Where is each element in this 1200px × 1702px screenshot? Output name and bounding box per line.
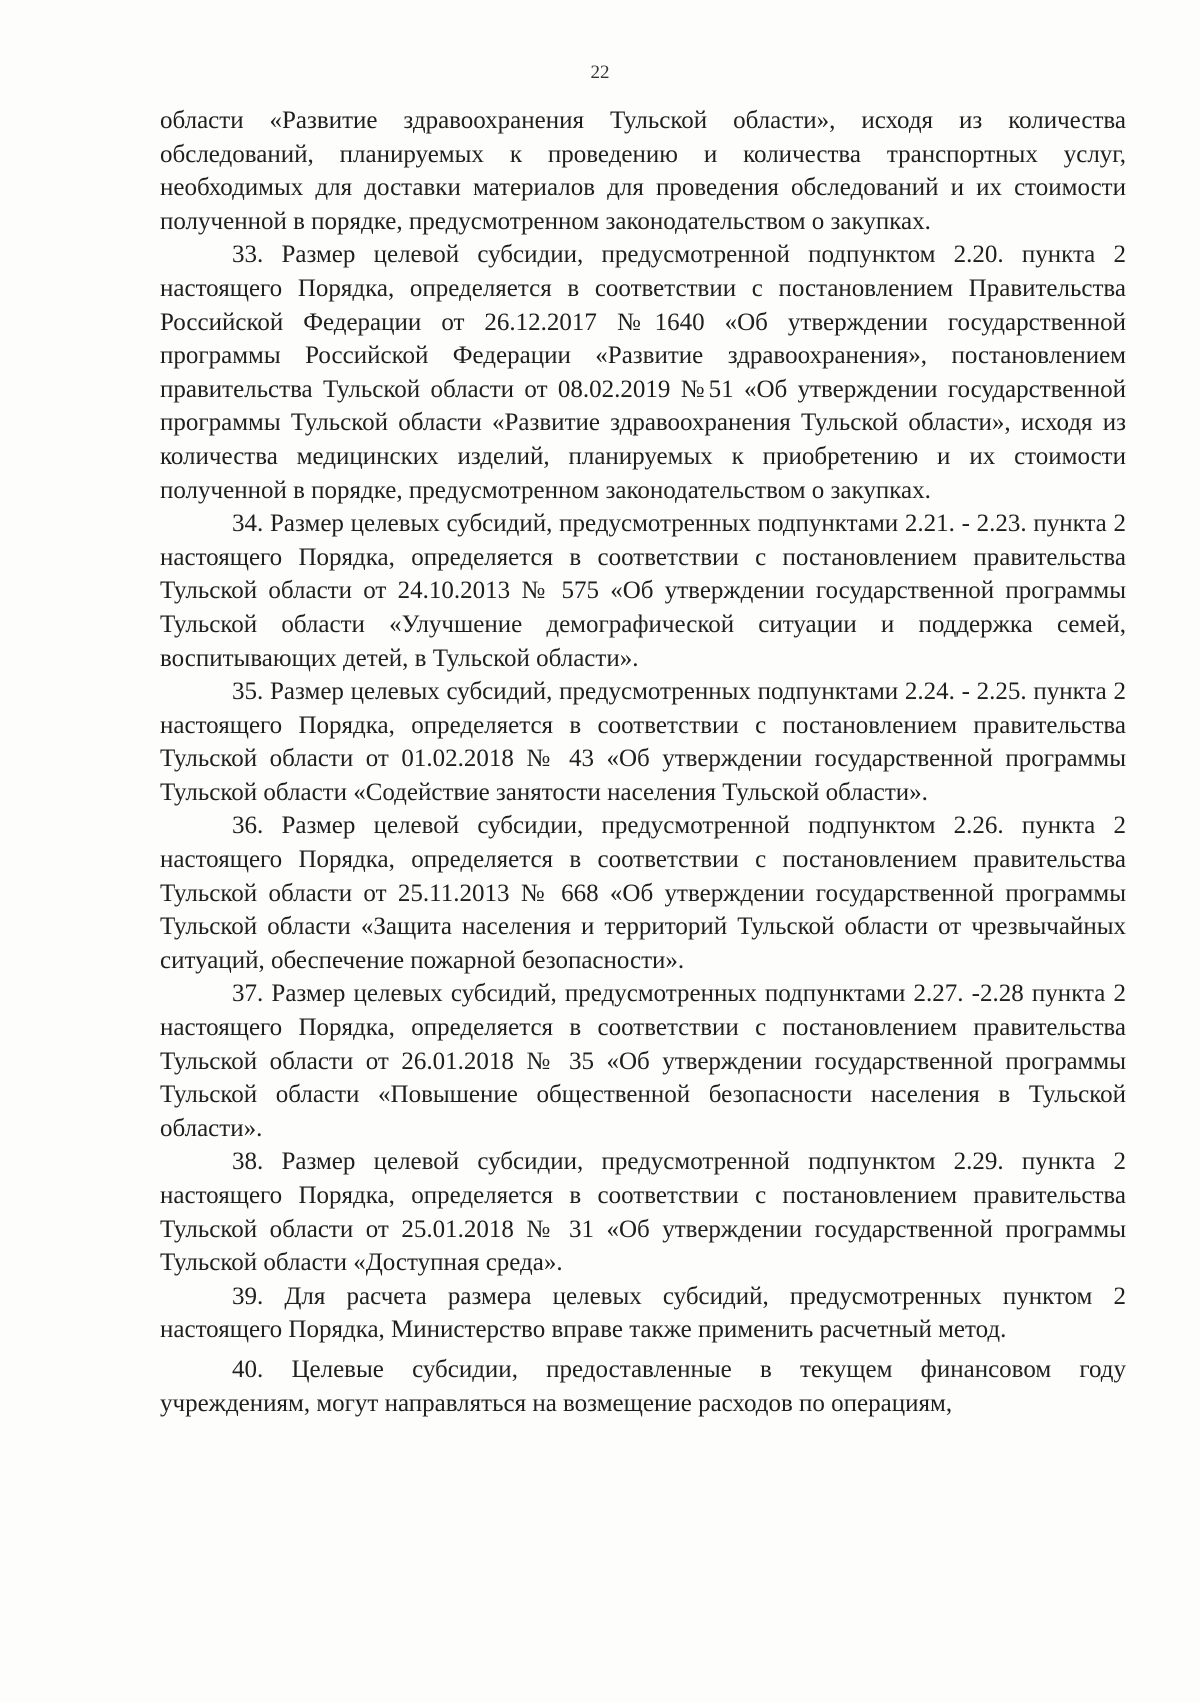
paragraph-40: 40. Целевые субсидии, предоставленные в текущем финансовом году учреждениям, могут направляться на возмещение расходов по операциям, [160,1355,1126,1417]
paragraph-35: 35. Размер целевых субсидий, предусмотренных подпунктами 2.24. - 2.25. пункта 2 настоящего Порядка, определяется в соответствии с постановлением правительства Тульской области от 01.02.2018 № 43 «Об утверждении государственной программы Тульской области «Содействие занятости населения Тульской области». [160,678,1126,806]
paragraph-33: 33. Размер целевой субсидии, предусмотренной подпунктом 2.20. пункта 2 настоящего Порядка, определяется в соответствии с постановлением Правительства Российской Федерации от 26.12.2017 №1640 «Об утверждении государственной программы Российской Федерации «Развитие здравоохранения», постановлением правительства Тульской области от 08.02.2019 №51 «Об утверждении государственной программы Тульской области «Развитие здравоохранения Тульской области», исходя из количества медицинских изделий, планируемых к приобретению и их стоимости полученной в порядке, предусмотренном законодательством о закупках. [160,241,1126,504]
page-number: 22 [590,62,610,83]
paragraph-38: 38. Размер целевой субсидии, предусмотренной подпунктом 2.29. пункта 2 настоящего Порядка, определяется в соответствии с постановлением правительства Тульской области от 25.01.2018 № 31 «Об утверждении государственной программы Тульской области «Доступная среда». [160,1148,1126,1277]
paragraph-36: 36. Размер целевой субсидии, предусмотренной подпунктом 2.26. пункта 2 настоящего Порядка, определяется в соответствии с постановлением правительства Тульской области от 25.11.2013 № 668 «Об утверждении государственной программы Тульской области «Защита населения и территорий Тульской области от чрезвычайных ситуаций, обеспечение пожарной безопасности». [160,812,1126,974]
paragraph-continuation: области «Развитие здравоохранения Тульской области», исходя из количества обследований, планируемых к проведению и количества транспортных услуг, необходимых для доставки материалов для проведения обследований и их стоимости полученной в порядке, предусмотренном законодательством о закупках. [160,107,1126,235]
paragraph-37: 37. Размер целевых субсидий, предусмотренных подпунктами 2.27. -2.28 пункта 2 настоящего Порядка, определяется в соответствии с постановлением правительства Тульской области от 26.01.2018 № 35 «Об утверждении государственной программы Тульской области «Повышение общественной безопасности населения в Тульской области». [160,980,1126,1142]
paragraph-34: 34. Размер целевых субсидий, предусмотренных подпунктами 2.21. - 2.23. пункта 2 настоящего Порядка, определяется в соответствии с постановлением правительства Тульской области от 24.10.2013 № 575 «Об утверждении государственной программы Тульской области «Улучшение демографической ситуации и поддержка семей, воспитывающих детей, в Тульской области». [160,510,1126,672]
paragraph-39: 39. Для расчета размера целевых субсидий, предусмотренных пунктом 2 настоящего Порядка, Министерство вправе также применить расчетный метод. [160,1282,1126,1344]
document-body [160,104,1126,1420]
